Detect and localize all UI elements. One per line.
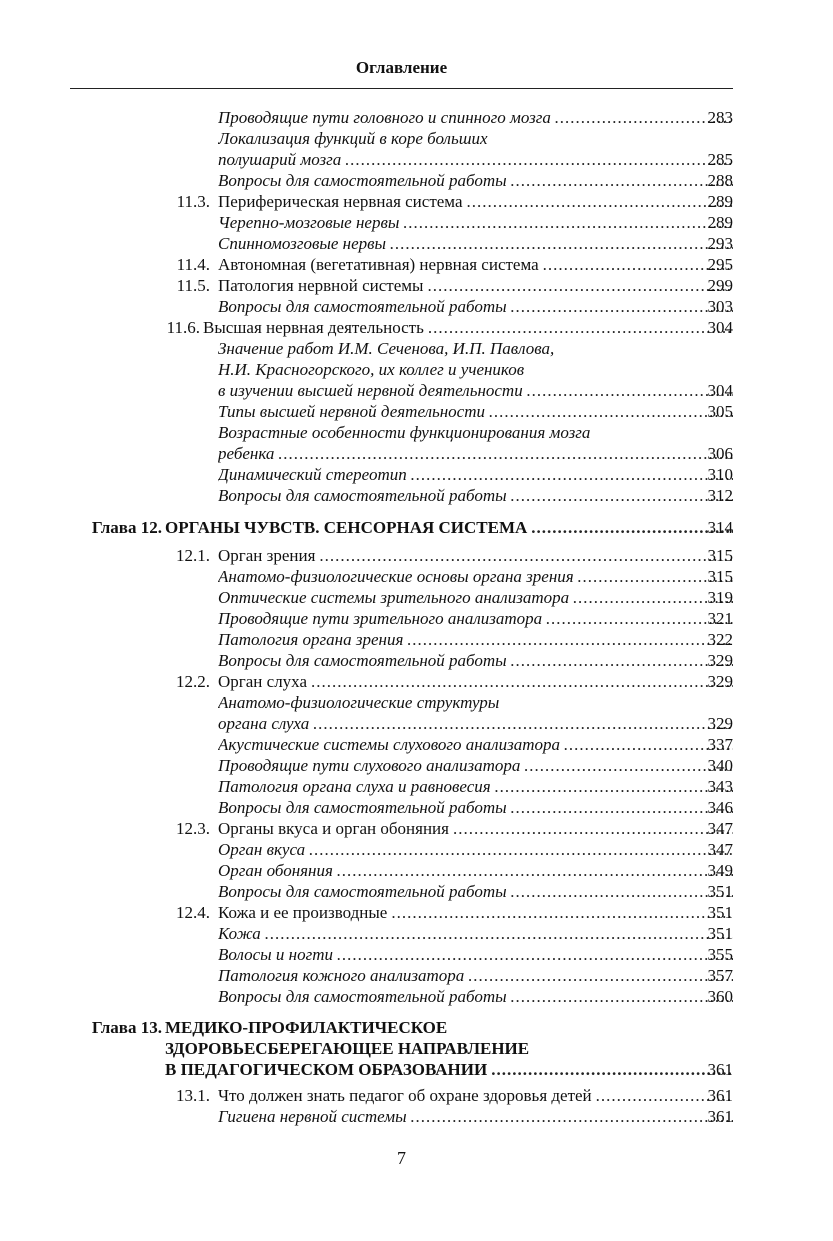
- toc-section-line: [0, 671, 833, 692]
- toc-section-line: [0, 191, 833, 212]
- toc-subsection-line: [0, 128, 833, 149]
- toc-entry-title: Спинномозговые нервы: [218, 234, 387, 253]
- toc-leader-dots: [309, 839, 733, 860]
- toc-entry-text-wrap: [218, 275, 733, 296]
- toc-page-number: 289: [707, 192, 733, 211]
- toc-subsection-line: [0, 1106, 833, 1127]
- toc-entry-title: Вопросы для самостоятельной работы: [218, 486, 507, 505]
- toc-page-number: 299: [707, 276, 733, 295]
- toc-entry-text-wrap: [218, 212, 733, 233]
- toc-entry-text-wrap: [218, 401, 733, 422]
- toc-entry-text-wrap: [218, 170, 733, 191]
- toc-section-line: [0, 275, 833, 296]
- page-number: 7: [397, 1148, 406, 1168]
- toc-subsection-line: [0, 566, 833, 587]
- toc-entry-text-wrap: [218, 629, 733, 650]
- toc-entry-title: Что должен знать педагог об охране здоровья детей: [218, 1086, 592, 1105]
- toc-subsection-line: [0, 170, 833, 191]
- toc-entry-title: ЗДОРОВЬЕСБЕРЕГАЮЩЕЕ НАПРАВЛЕНИЕ: [165, 1039, 530, 1058]
- toc-entry-text-wrap: [218, 233, 733, 254]
- toc-section-line: [0, 1085, 833, 1106]
- toc-page-number: 285: [707, 150, 733, 169]
- toc-page-number: 312: [707, 486, 733, 505]
- toc-entry-title: Черепно-мозговые нервы: [218, 213, 400, 232]
- toc-entry-text-wrap: [218, 839, 733, 860]
- toc-entry-title: Кожа: [218, 924, 261, 943]
- toc-entry-title: Проводящие пути зрительного анализатора: [218, 609, 543, 628]
- toc-entry-title: Патология органа зрения: [218, 630, 404, 649]
- toc-entry-text-wrap: [218, 254, 733, 275]
- toc-entry-text-wrap: [218, 107, 733, 128]
- toc-leader-dots: [265, 923, 733, 944]
- toc-entry-title: органа слуха: [218, 714, 310, 733]
- toc-page-number: 357: [707, 966, 733, 985]
- toc-subsection-line: [0, 464, 833, 485]
- toc-subsection-line: [0, 713, 833, 734]
- toc-entry-text-wrap: [218, 443, 733, 464]
- toc-entry-text-wrap: [165, 1017, 733, 1038]
- toc-subsection-line: [0, 443, 833, 464]
- toc-entry-title: ребенка: [218, 444, 275, 463]
- toc-entry-title: Проводящие пути слухового анализатора: [218, 756, 521, 775]
- toc-entry-text-wrap: [218, 776, 733, 797]
- toc-subsection-line: [0, 881, 833, 902]
- toc-subsection-line: [0, 107, 833, 128]
- toc-entry-text-wrap: [218, 380, 733, 401]
- toc-leader-dots: [453, 818, 733, 839]
- toc-section-line: [0, 545, 833, 566]
- toc-entry-title: Гигиена нервной системы: [218, 1107, 407, 1126]
- toc-leader-dots: [411, 464, 733, 485]
- toc-entry-text-wrap: [218, 902, 733, 923]
- toc-entry-text-wrap: [218, 965, 733, 986]
- toc-page-number: 295: [707, 255, 733, 274]
- toc-entry-text-wrap: [218, 566, 733, 587]
- toc-subsection-line: [0, 860, 833, 881]
- toc-entry-text-wrap: [218, 944, 733, 965]
- toc-subsection-line: [0, 797, 833, 818]
- toc-subsection-line: [0, 986, 833, 1007]
- toc-page-number: 322: [707, 630, 733, 649]
- toc-entry-number: Глава 12.: [91, 518, 162, 537]
- toc-section-line: [0, 818, 833, 839]
- toc-subsection-line: [0, 485, 833, 506]
- toc-entry-title: Вопросы для самостоятельной работы: [218, 171, 507, 190]
- toc-page-number: 289: [707, 213, 733, 232]
- toc-subsection-line: [0, 380, 833, 401]
- toc-subsection-line: [0, 965, 833, 986]
- toc-entry-title: Орган обоняния: [218, 861, 333, 880]
- toc-entry-text-wrap: [218, 671, 733, 692]
- toc-entry-title: Локализация функций в коре больших: [218, 129, 488, 148]
- toc-page-number: 361: [707, 1060, 733, 1079]
- toc-entry-title: Патология органа слуха и равновесия: [218, 777, 491, 796]
- toc-entry-text-wrap: [218, 191, 733, 212]
- toc-entry-text-wrap: [218, 713, 733, 734]
- toc-entry-text-wrap: [218, 986, 733, 1007]
- toc-entry-number: Глава 13.: [91, 1018, 162, 1037]
- toc-entry-title: Типы высшей нервной деятельности: [218, 402, 485, 421]
- toc-subsection-line: [0, 692, 833, 713]
- toc-leader-dots: [391, 902, 733, 923]
- toc-page-number: 346: [707, 798, 733, 817]
- toc-entry-text-wrap: [218, 149, 733, 170]
- toc-entry-text-wrap: [218, 692, 733, 713]
- toc-subsection-line: [0, 359, 833, 380]
- toc-entry-title: В ПЕДАГОГИЧЕСКОМ ОБРАЗОВАНИИ: [165, 1060, 488, 1079]
- toc-entry-text-wrap: [218, 359, 733, 380]
- toc-page-number: 361: [707, 1086, 733, 1105]
- toc-subsection-line: [0, 839, 833, 860]
- toc-entry-number: 11.4.: [176, 255, 210, 274]
- toc-page-number: 288: [707, 171, 733, 190]
- toc-leader-dots: [313, 713, 733, 734]
- toc-entry-text-wrap: [218, 755, 733, 776]
- toc-entry-title: Высшая нервная деятельность: [203, 318, 424, 337]
- toc-entry-text-wrap: [218, 587, 733, 608]
- toc-subsection-line: [0, 587, 833, 608]
- toc-leader-dots: [337, 860, 733, 881]
- toc-entry-title: Возрастные особенности функционирования мозга: [218, 423, 591, 442]
- toc-entry-text-wrap: [218, 881, 733, 902]
- toc-leader-dots: [311, 671, 733, 692]
- toc-subsection-line: [0, 401, 833, 422]
- toc-leader-dots: [345, 149, 733, 170]
- toc-chapter-line: [0, 1059, 833, 1080]
- toc-entry-number: 11.5.: [176, 276, 210, 295]
- toc-page-number: 283: [707, 108, 733, 127]
- toc-subsection-line: [0, 296, 833, 317]
- toc-entry-title: МЕДИКО-ПРОФИЛАКТИЧЕСКОЕ: [165, 1018, 448, 1037]
- toc-page-number: 305: [707, 402, 733, 421]
- toc-entry-title: Значение работ И.М. Сеченова, И.П. Павлова,: [218, 339, 555, 358]
- toc-entry-text-wrap: [165, 517, 733, 538]
- toc-page-number: 351: [707, 882, 733, 901]
- toc-subsection-line: [0, 629, 833, 650]
- toc-page-number: 310: [707, 465, 733, 484]
- toc-leader-dots: [403, 212, 733, 233]
- toc-entry-text-wrap: [218, 422, 733, 443]
- toc-chapter-line: [0, 1038, 833, 1059]
- toc-subsection-line: [0, 944, 833, 965]
- toc-entry-title: Кожа и ее производные: [218, 903, 388, 922]
- toc-entry-text-wrap: [218, 818, 733, 839]
- toc-page-number: 304: [707, 318, 733, 337]
- toc-entry-text-wrap: [218, 128, 733, 149]
- toc-entry-title: Вопросы для самостоятельной работы: [218, 297, 507, 316]
- toc-subsection-line: [0, 755, 833, 776]
- toc-leader-dots: [390, 233, 733, 254]
- toc-entry-title: Проводящие пути головного и спинного мозга: [218, 108, 551, 127]
- toc-subsection-line: [0, 233, 833, 254]
- toc-chapter-line: [0, 1017, 833, 1038]
- toc-entry-text-wrap: [165, 1059, 733, 1080]
- toc-entry-text-wrap: [218, 650, 733, 671]
- toc-page-number: 314: [707, 518, 733, 537]
- toc-page-number: 306: [707, 444, 733, 463]
- toc-page-number: 337: [707, 735, 733, 754]
- toc-leader-dots: [278, 443, 733, 464]
- toc-entry-text-wrap: [203, 317, 733, 338]
- toc-entry-text-wrap: [218, 464, 733, 485]
- toc-section-line: [0, 902, 833, 923]
- toc-entry-title: в изучении высшей нервной деятельности: [218, 381, 523, 400]
- toc-page-number: 361: [707, 1107, 733, 1126]
- toc-page-number: 340: [707, 756, 733, 775]
- toc-page-number: 304: [707, 381, 733, 400]
- toc-entry-number: 13.1.: [176, 1086, 210, 1105]
- toc-entry-number: 12.3.: [176, 819, 210, 838]
- toc-entry-number: 12.4.: [176, 903, 210, 922]
- toc-leader-dots: [319, 545, 733, 566]
- toc-page-number: 321: [707, 609, 733, 628]
- toc-entry-text-wrap: [218, 860, 733, 881]
- toc-entry-text-wrap: [218, 1085, 733, 1106]
- toc-page-number: 347: [707, 819, 733, 838]
- toc-subsection-line: [0, 734, 833, 755]
- toc-entry-title: Вопросы для самостоятельной работы: [218, 987, 507, 1006]
- toc-entry-title: ОРГАНЫ ЧУВСТВ. СЕНСОРНАЯ СИСТЕМА: [165, 518, 528, 537]
- toc-entry-title: Динамический стереотип: [218, 465, 407, 484]
- toc-page-number: 351: [707, 924, 733, 943]
- toc-entry-text-wrap: [218, 338, 733, 359]
- toc-entry-title: Оптические системы зрительного анализатора: [218, 588, 570, 607]
- toc-entry-title: Орган слуха: [218, 672, 307, 691]
- toc-entry-number: 12.1.: [176, 546, 210, 565]
- toc-entry-text-wrap: [165, 1038, 733, 1059]
- toc-page-number: 315: [707, 546, 733, 565]
- toc-entry-title: Анатомо-физиологические основы органа зрения: [218, 567, 574, 586]
- toc-subsection-line: [0, 650, 833, 671]
- toc-entry-title: Вопросы для самостоятельной работы: [218, 882, 507, 901]
- toc-leader-dots: [407, 629, 733, 650]
- toc-entry-title: полушарий мозга: [218, 150, 342, 169]
- toc-entry-title: Периферическая нервная система: [218, 192, 463, 211]
- toc-page-number: 329: [707, 672, 733, 691]
- toc-subsection-line: [0, 776, 833, 797]
- toc-subsection-line: [0, 422, 833, 443]
- toc-entry-title: Вопросы для самостоятельной работы: [218, 651, 507, 670]
- toc-entry-title: Патология кожного анализатора: [218, 966, 465, 985]
- toc-entry-title: Вопросы для самостоятельной работы: [218, 798, 507, 817]
- toc-page-number: 351: [707, 903, 733, 922]
- toc-entry-title: Органы вкуса и орган обоняния: [218, 819, 449, 838]
- toc-section-line: [0, 254, 833, 275]
- toc-subsection-line: [0, 212, 833, 233]
- toc-entry-text-wrap: [218, 923, 733, 944]
- toc-page-number: 293: [707, 234, 733, 253]
- toc-page-number: 349: [707, 861, 733, 880]
- toc-entry-title: Н.И. Красногорского, их коллег и учеников: [218, 360, 525, 379]
- toc-leader-dots: [468, 965, 733, 986]
- toc-page-number: 329: [707, 714, 733, 733]
- toc-entry-text-wrap: [218, 608, 733, 629]
- toc-entry-text-wrap: [218, 734, 733, 755]
- toc-entry-title: Автономная (вегетативная) нервная система: [218, 255, 539, 274]
- toc-subsection-line: [0, 923, 833, 944]
- toc-entry-number: 12.2.: [176, 672, 210, 691]
- toc-leader-dots: [467, 191, 734, 212]
- running-header: Оглавление: [355, 58, 448, 77]
- toc-subsection-line: [0, 608, 833, 629]
- toc-entry-text-wrap: [218, 797, 733, 818]
- toc-entry-title: Анатомо-физиологические структуры: [218, 693, 500, 712]
- toc-page-number: 319: [707, 588, 733, 607]
- toc-page-number: 329: [707, 651, 733, 670]
- toc-subsection-line: [0, 149, 833, 170]
- toc-leader-dots: [427, 275, 733, 296]
- toc-page-number: 303: [707, 297, 733, 316]
- toc-page-number: 355: [707, 945, 733, 964]
- toc-entry-text-wrap: [218, 1106, 733, 1127]
- toc-section-line: [0, 317, 833, 338]
- toc-entry-title: Волосы и ногти: [218, 945, 333, 964]
- toc-entry-title: Орган зрения: [218, 546, 316, 565]
- toc-page-number: 347: [707, 840, 733, 859]
- toc-leader-dots: [337, 944, 733, 965]
- toc-subsection-line: [0, 338, 833, 359]
- toc-entry-title: Орган вкуса: [218, 840, 306, 859]
- toc-leader-dots: [428, 317, 733, 338]
- toc-entry-number: 11.6.: [166, 318, 200, 337]
- toc-page-number: 343: [707, 777, 733, 796]
- toc-entry-text-wrap: [218, 296, 733, 317]
- toc-entry-text-wrap: [218, 485, 733, 506]
- toc-entry-number: 11.3.: [176, 192, 210, 211]
- toc-chapter-line: [0, 517, 833, 538]
- toc-entry-title: Акустические системы слухового анализатора: [218, 735, 561, 754]
- toc-page-number: 315: [707, 567, 733, 586]
- toc-page-number: 360: [707, 987, 733, 1006]
- toc-leader-dots: [411, 1106, 733, 1127]
- toc-entry-title: Патология нервной системы: [218, 276, 424, 295]
- toc-entry-text-wrap: [218, 545, 733, 566]
